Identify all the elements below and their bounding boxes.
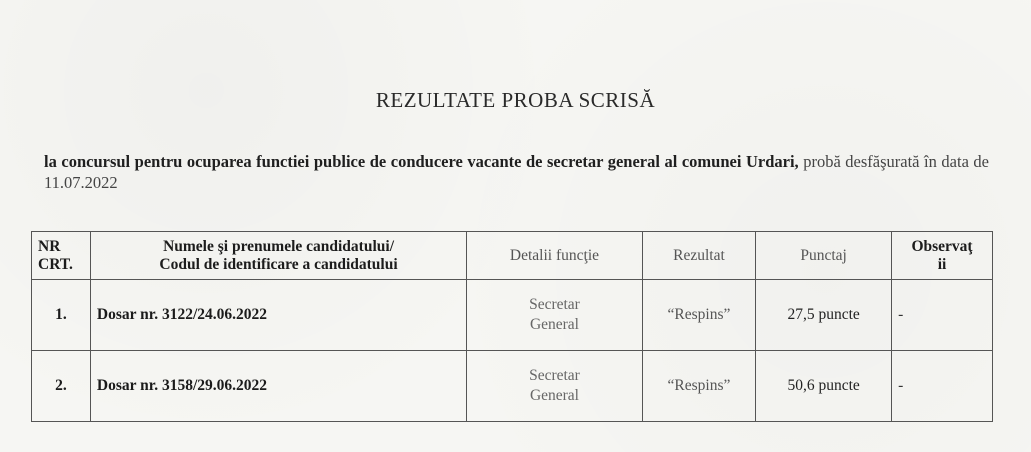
cell-score: 27,5 puncte [756, 280, 892, 351]
table-row [32, 280, 993, 351]
header-result: Rezultat [642, 232, 755, 280]
intro-bold-text: la concursul pentru ocuparea functiei publice de conducere vacante de secretar general al comunei Urdari, [44, 152, 799, 171]
header-score: Punctaj [756, 232, 892, 280]
cell-result: “Respins” [642, 280, 755, 351]
cell-candidate: Dosar nr. 3158/29.06.2022 [90, 351, 466, 422]
document-title: REZULTATE PROBA SCRISĂ [375, 88, 656, 112]
header-name-line2: Codul de identificare a candidatului [159, 255, 398, 273]
cell-result: “Respins” [642, 351, 755, 422]
header-details: Detalii funcţie [467, 232, 643, 280]
header-obs-line1: Observaţ [911, 237, 973, 255]
header-observations [892, 232, 993, 280]
header-nr-line1: NR [38, 237, 61, 255]
intro-rest-text: probă desfăşurată în data de 11.07.2022 [44, 152, 989, 192]
header-nr-crt [32, 232, 91, 280]
cell-details-line2: General [529, 387, 579, 404]
cell-observations: - [892, 280, 993, 351]
results-table [31, 231, 993, 422]
cell-details-line1: Secretar [529, 367, 580, 384]
header-candidate-name [90, 232, 466, 280]
cell-nr: 2. [32, 351, 91, 422]
document-intro [44, 151, 989, 193]
header-name-line1: Numele şi prenumele candidatului/ [163, 237, 395, 255]
cell-details-line1: Secretar [529, 296, 580, 313]
header-nr-line2: CRT. [38, 255, 73, 273]
cell-observations: - [892, 351, 993, 422]
cell-score: 50,6 puncte [756, 351, 892, 422]
cell-nr: 1. [32, 280, 91, 351]
header-obs-line2: ii [937, 255, 947, 273]
cell-details [467, 351, 643, 422]
cell-details [467, 280, 643, 351]
cell-details-line2: General [529, 316, 579, 333]
cell-candidate: Dosar nr. 3122/24.06.2022 [90, 280, 466, 351]
table-row [32, 351, 993, 422]
table-header-row [32, 232, 993, 280]
